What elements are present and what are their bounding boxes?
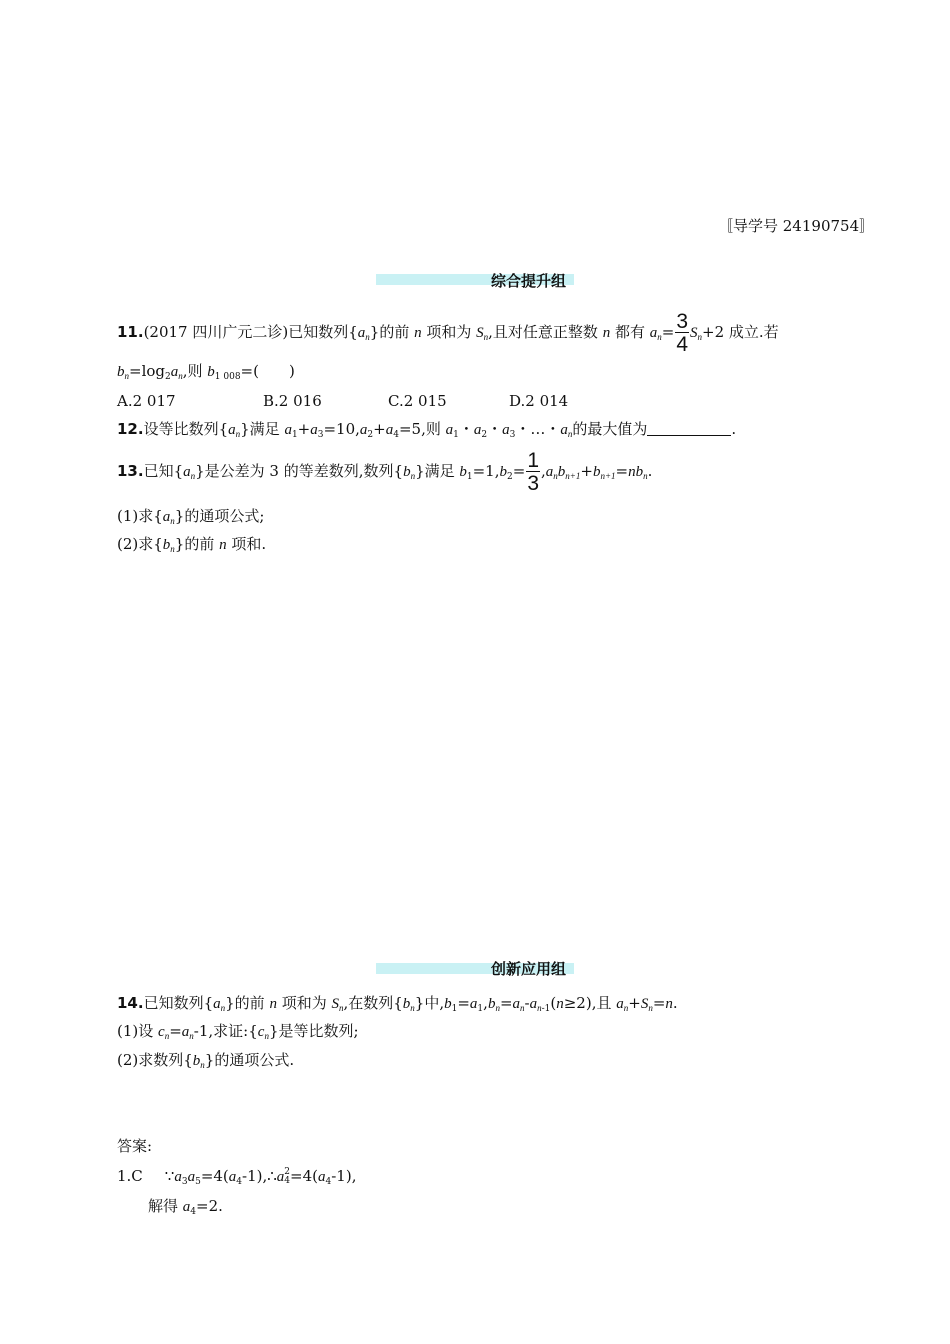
- section-title-innovation: 创新应用组: [491, 960, 567, 978]
- question-11-line1: 11.(2017 四川广元二诊)已知数列$\{a_n\}$的前 n 项和为 $S_n$,且对任意正整数 n 都有 $a_n=$ $\frac{3}{4}$ $S_n+2$ 成立.若: [117, 310, 779, 356]
- question-14: 14.已知数列$\{a_n\}$的前 n 项和为 $S_n$,在数列$\{b_n\}$中$,b_1=a_1,b_n=a_n-a_{n-1}(n\ge 2)$,且 $a_n+S_n=n$.: [117, 994, 678, 1014]
- answer-1-line2: 解得 $a_4=2$.: [148, 1197, 223, 1217]
- option-a[interactable]: A.2 017: [117, 392, 176, 410]
- question-12: 12.设等比数列$\{a_n\}$满足 $a_1+a_3=10,a_2+a_4=5$,则 $a_1$・$a_2$・$a_3$・…・$a_n$的最大值为 .: [117, 420, 737, 440]
- question-13: 13.已知$\{a_n\}$是公差为 3 的等差数列,数列$\{b_n\}$满足 $b_1=1,b_2=$ $\frac{1}{3}$ $,a_nb_{n+1}+b_{n+1}=nb_n$.: [117, 449, 653, 495]
- option-d[interactable]: D.2 014: [509, 392, 569, 410]
- option-c[interactable]: C.2 015: [388, 392, 447, 410]
- fraction-three-quarters: $\frac{3}{4}$: [676, 310, 688, 356]
- answer-blank[interactable]: [647, 423, 731, 436]
- question-14-part2: (2)求数列$\{b_n\}$的通项公式.: [117, 1051, 295, 1070]
- question-number: 13.: [117, 462, 144, 480]
- answer-1-line1: 1.C $\because a_3a_5=4(a_4-1),\therefore a$ 2 4 $=4(a_4-1)$,: [117, 1167, 357, 1187]
- question-13-part2: (2)求$\{b_n\}$的前 n 项和.: [117, 535, 267, 554]
- section-title-comprehensive: 综合提升组: [491, 272, 567, 290]
- question-number: 12.: [117, 420, 144, 438]
- option-b[interactable]: B.2 016: [263, 392, 322, 410]
- question-number: 11.: [117, 323, 144, 341]
- fraction-one-third: $\frac{1}{3}$: [527, 449, 539, 495]
- question-11-line2: $b_n=\log_2a_n$,则 $b_{1 008}=$( ): [117, 362, 295, 382]
- question-13-part1: (1)求$\{a_n\}$的通项公式;: [117, 507, 265, 526]
- question-number: 14.: [117, 994, 144, 1012]
- answers-heading: 答案:: [117, 1137, 153, 1155]
- question-14-part1: (1)设 $c_n=a_n-1$,求证$:\{c_n\}$是等比数列;: [117, 1022, 359, 1041]
- reference-number: 〚导学号 24190754〛: [718, 217, 875, 235]
